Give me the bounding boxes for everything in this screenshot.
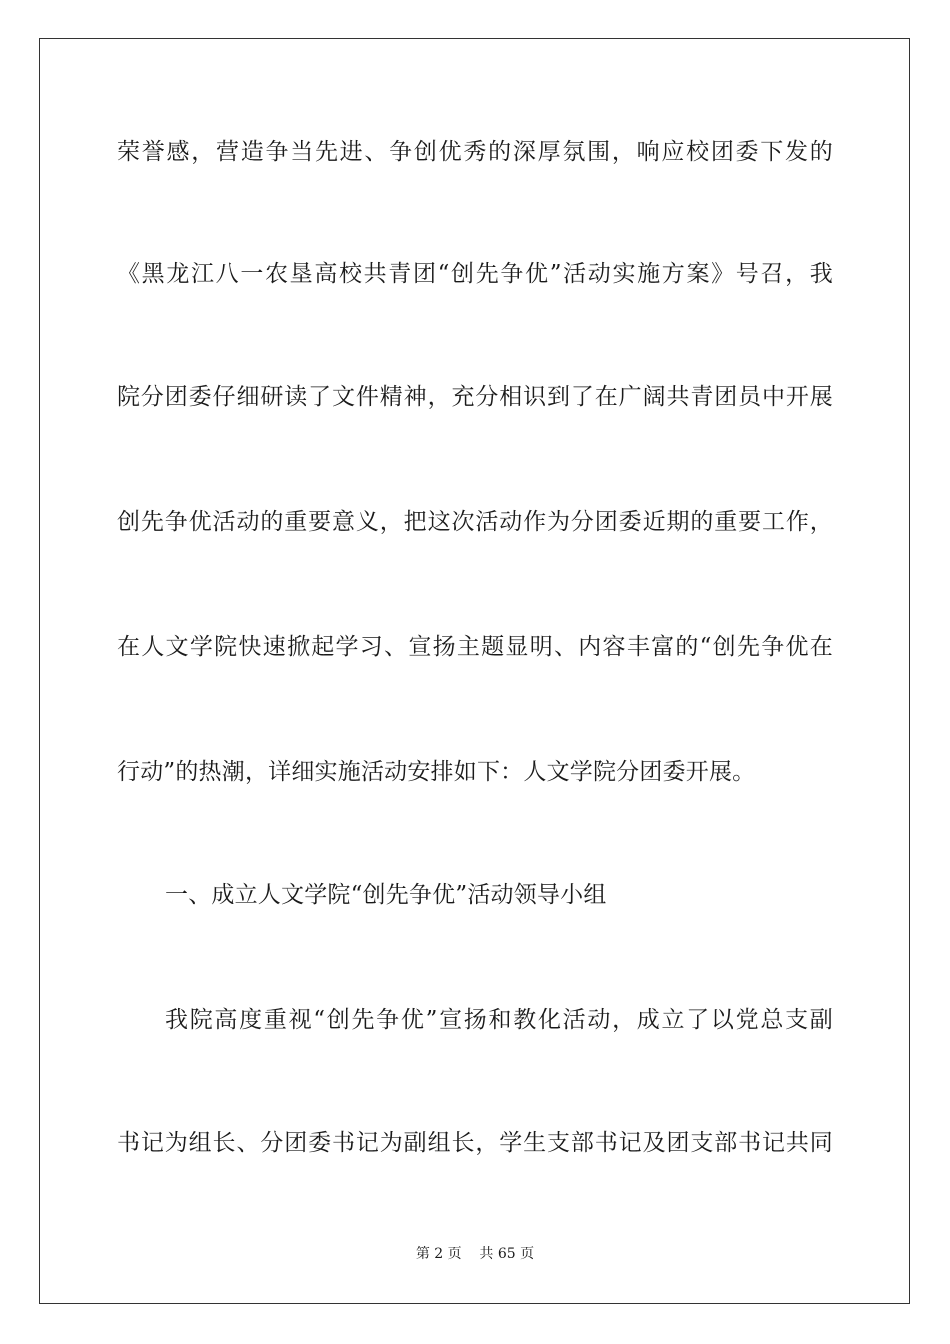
body-line-9: 书记为组长、分团委书记为副组长，学生支部书记及团支部书记共同 [117,1130,833,1156]
body-line-3: 院分团委仔细研读了文件精神，充分相识到了在广阔共青团员中开展 [117,384,833,410]
body-line-6: 行动”的热潮，详细实施活动安排如下：人文学院分团委开展。 [117,759,756,785]
body-line-5: 在人文学院快速掀起学习、宣扬主题显明、内容丰富的“创先争优在 [117,634,833,660]
body-line-1: 荣誉感，营造争当先进、争创优秀的深厚氛围，响应校团委下发的 [117,139,833,165]
page-border [39,38,910,1304]
body-line-2: 《黑龙江八一农垦高校共青团“创先争优”活动实施方案》号召，我 [117,261,833,287]
page-number-footer: 第 2 页 共 65 页 [415,1246,535,1262]
section-heading: 一、成立人文学院“创先争优”活动领导小组 [165,882,607,908]
body-line-4: 创先争优活动的重要意义，把这次活动作为分团委近期的重要工作， [117,509,833,535]
body-line-8: 我院高度重视“创先争优”宣扬和教化活动，成立了以党总支副 [165,1007,833,1033]
